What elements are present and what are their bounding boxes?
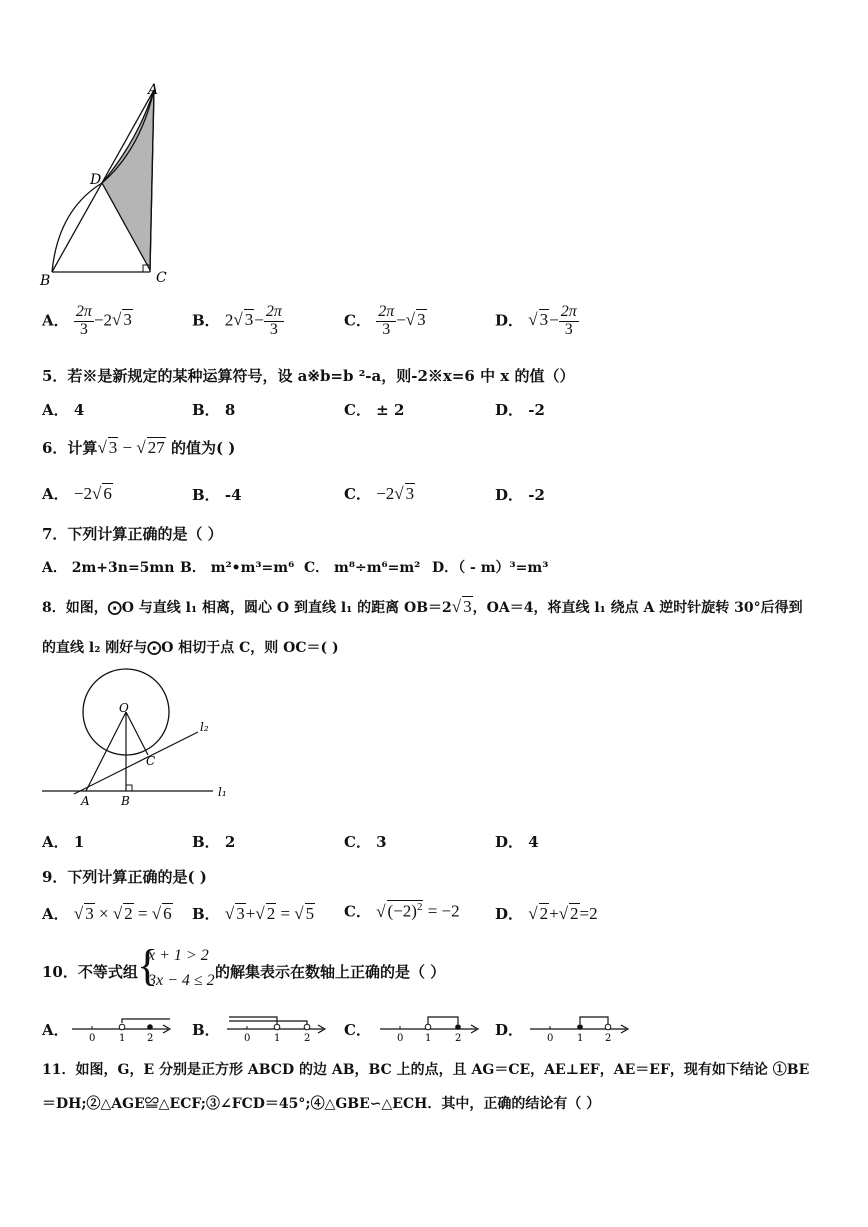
q7-option-c[interactable]: C． m⁸÷m⁶=m² <box>304 560 421 576</box>
q10-numberline-c[interactable] <box>378 1013 483 1043</box>
label-b: B <box>40 273 51 289</box>
label-a: A <box>148 82 159 98</box>
svg-text:0: 0 <box>244 1033 251 1043</box>
svg-text:1: 1 <box>119 1033 126 1043</box>
q8-option-c[interactable]: C． 3 <box>344 833 387 851</box>
q8-figure <box>38 668 238 808</box>
q5-option-d[interactable]: D． -2 <box>495 401 545 419</box>
q11-stem-line1: 11．如图，G，E 分别是正方形 ABCD 的边 AB，BC 上的点，且 AG＝CE，AE⊥EF，AE＝EF，现有如下结论 ①BE <box>42 1062 810 1078</box>
q4-option-b[interactable]: B． 2√ 3− $\frac{2\pi}{3}$ <box>192 303 282 338</box>
q8-stem-line1: 8．如图，⨀O 与直线 l₁ 相离，圆心 O 到直线 l₁ 的距离 OB＝2√ 3，OA＝4，将直线 l₁ 绕点 A 逆时针旋转 30°后得到 <box>42 597 803 616</box>
q5-option-a[interactable]: A． 4 <box>42 401 85 419</box>
q5-option-c[interactable]: C． ± 2 <box>344 401 405 419</box>
q10-brace: { <box>137 941 159 990</box>
q10-ineq-2: 3x − 4 ≤ 2 <box>148 972 215 989</box>
right-angle-mark-b <box>126 785 132 791</box>
svg-text:2: 2 <box>304 1033 311 1043</box>
q4-option-a[interactable]: A． $\frac{2\pi}{3}$ −2√ 3 <box>42 303 132 338</box>
q8-stem-line2: 的直线 l₂ 刚好与⨀O 相切于点 C，则 OC＝( ) <box>42 640 339 656</box>
q4-option-d[interactable]: D． √ 3− $\frac{2\pi}{3}$ <box>495 303 577 338</box>
q10-numberline-d[interactable] <box>528 1013 633 1043</box>
q8-option-d[interactable]: D． 4 <box>495 833 539 851</box>
q10-option-a-label[interactable]: A． <box>42 1021 69 1039</box>
svg-text:1: 1 <box>274 1033 281 1043</box>
label-l2: l₂ <box>200 720 209 734</box>
label-a: A <box>81 794 90 808</box>
q10-option-d-label[interactable]: D． <box>495 1021 524 1039</box>
svg-text:0: 0 <box>547 1033 554 1043</box>
q9-option-a[interactable]: A． √ 3 × √ 2 = √ 6 <box>42 904 172 923</box>
label-c: C <box>156 270 167 286</box>
q4-figure <box>30 80 180 295</box>
q8-option-b[interactable]: B． 2 <box>192 833 236 851</box>
svg-text:2: 2 <box>605 1033 612 1043</box>
svg-text:2: 2 <box>455 1033 462 1043</box>
q9-option-b[interactable]: B． √ 3+√ 2 = √ 5 <box>192 904 315 923</box>
svg-text:2: 2 <box>147 1033 154 1043</box>
q9-stem: 9．下列计算正确的是( ) <box>42 868 207 886</box>
segment-oa <box>86 712 126 791</box>
q9-option-d[interactable]: D． √ 2+√ 2=2 <box>495 904 598 923</box>
q4-option-c[interactable]: C． $\frac{2\pi}{3}$ −√ 3 <box>344 303 426 338</box>
q5-option-b[interactable]: B． 8 <box>192 401 236 419</box>
q10-option-b-label[interactable]: B． <box>192 1021 220 1039</box>
label-d: D <box>90 172 102 188</box>
label-c: C <box>146 754 156 768</box>
q10-numberline-a[interactable] <box>70 1013 175 1043</box>
q10-stem-pre: 10．不等式组 <box>42 963 138 981</box>
svg-text:0: 0 <box>89 1033 96 1043</box>
q7-option-a[interactable]: A． 2m+3n=5mn <box>42 560 175 576</box>
q10-ineq-1: x + 1 > 2 <box>148 947 209 964</box>
svg-text:0: 0 <box>397 1033 404 1043</box>
svg-text:1: 1 <box>577 1033 584 1043</box>
segment-oc <box>126 712 148 755</box>
q6-option-a[interactable]: A． −2√ 6 <box>42 484 112 503</box>
line-l2 <box>74 732 198 794</box>
q10-stem-post: 的解集表示在数轴上正确的是（ ） <box>215 963 446 981</box>
q9-option-c[interactable]: C． √ $(-2)^2 = -2$ <box>344 901 460 921</box>
q10-option-c-label[interactable]: C． <box>344 1021 371 1039</box>
label-o: O <box>119 701 129 715</box>
label-l1: l₁ <box>218 785 227 799</box>
q6-option-c[interactable]: C． −2√ 3 <box>344 484 415 503</box>
q6-stem: 6．计算√ 3 − √ 27 的值为( ) <box>42 438 236 457</box>
q7-stem: 7．下列计算正确的是（ ） <box>42 525 223 543</box>
q10-numberline-b[interactable] <box>225 1013 330 1043</box>
label-b: B <box>121 794 130 808</box>
q7-option-b[interactable]: B． m²•m³=m⁶ <box>180 560 295 576</box>
q7-option-d[interactable]: D．（ - m）³=m³ <box>432 560 549 576</box>
q11-stem-line2: ＝DH;②△AGE≌△ECF;③∠FCD＝45°;④△GBE∽△ECH．其中，正确的结论有（ ） <box>42 1096 601 1112</box>
svg-text:1: 1 <box>425 1033 432 1043</box>
q6-option-b[interactable]: B． -4 <box>192 486 242 504</box>
q5-stem: 5．若※是新规定的某种运算符号，设 a※b=b ²-a，则-2※x=6 中 x 的值（） <box>42 367 575 385</box>
q8-option-a[interactable]: A． 1 <box>42 833 85 851</box>
q6-option-d[interactable]: D． -2 <box>495 486 545 504</box>
